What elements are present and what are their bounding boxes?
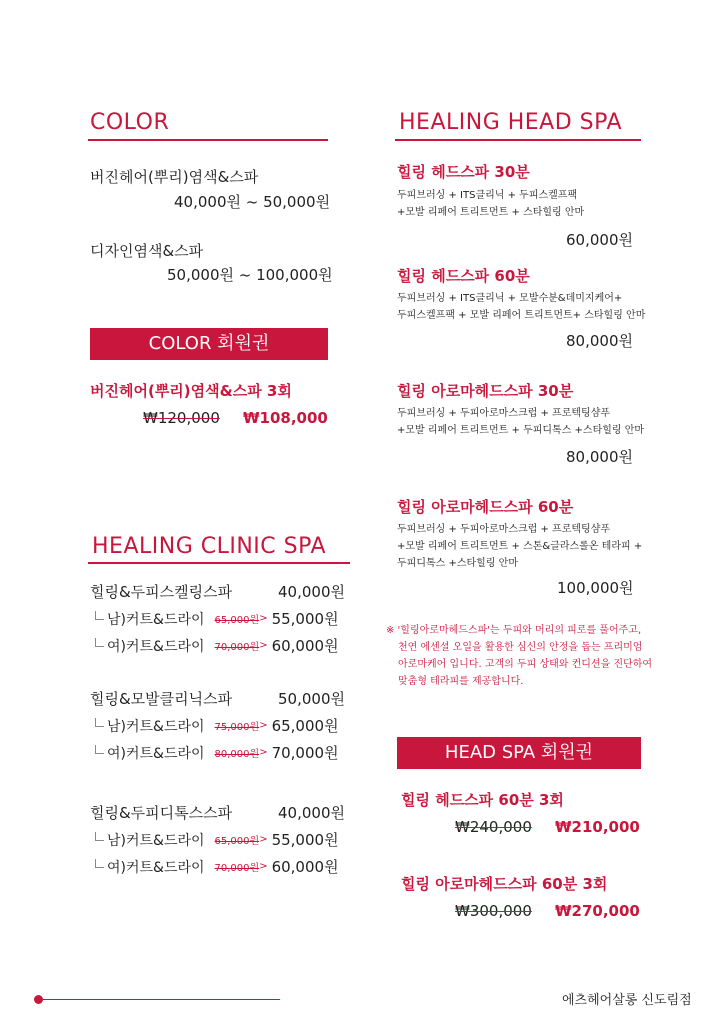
headspa-item-name: 힐링 헤드스파 30분 — [397, 163, 530, 181]
sub-label: 남)커트&드라이 — [107, 832, 205, 849]
clinic-group-price: 50,000원 — [278, 690, 345, 708]
desc-line: 두피디톡스 +스타힐링 안마 — [397, 558, 518, 569]
color-item-price: 40,000원 ~ 50,000원 — [174, 193, 331, 211]
clinic-sub-row — [95, 742, 339, 763]
sub-label: 여)커트&드라이 — [107, 745, 205, 762]
headspa-item-desc — [397, 405, 644, 439]
headspa-item-price: 80,000원 — [566, 332, 633, 350]
clinic-section-title: HEALING CLINIC SPA — [92, 534, 327, 559]
corner-bracket-icon — [95, 638, 104, 647]
clinic-group-price: 40,000원 — [278, 583, 345, 601]
arrow-right-icon: > — [259, 720, 268, 731]
headspa-membership-new-price: ₩270,000 — [555, 902, 640, 920]
sub-old-price: 75,000원 — [214, 722, 260, 733]
desc-line: +모발 리페어 트리트먼트 + 두피디톡스 +스타힐링 안마 — [397, 425, 645, 436]
color-title-underline — [88, 139, 328, 141]
corner-bracket-icon — [95, 718, 104, 727]
note-line: ※ '힐링아로마헤드스파'는 두피와 머리의 피로를 풀어주고, — [386, 625, 642, 636]
clinic-sub-row — [95, 829, 339, 850]
sub-new-price: 65,000원 — [271, 717, 339, 735]
clinic-group-name: 힐링&두피디톡스스파 — [90, 804, 233, 822]
sub-old-price: 80,000원 — [214, 749, 260, 760]
headspa-item-name: 힐링 헤드스파 60분 — [397, 267, 530, 285]
sub-old-price: 70,000원 — [214, 863, 260, 874]
color-membership-name: 버진헤어(뿌리)염색&스파 3회 — [90, 382, 292, 400]
note-line: 맞춤형 테라피를 제공합니다. — [398, 676, 524, 687]
corner-bracket-icon — [95, 832, 104, 841]
arrow-right-icon: > — [259, 747, 268, 758]
headspa-item-price: 60,000원 — [566, 231, 633, 249]
desc-line: 두피브러싱 + ITS클리닉 + 모발수분&데미지케어+ — [397, 293, 623, 304]
arrow-right-icon: > — [259, 613, 268, 624]
headspa-item-price: 100,000원 — [557, 579, 634, 597]
arrow-right-icon: > — [259, 861, 268, 872]
clinic-group-name: 힐링&모발클리닉스파 — [90, 690, 233, 708]
arrow-right-icon: > — [259, 834, 268, 845]
headspa-membership-name: 힐링 아로마헤드스파 60분 3회 — [401, 875, 608, 893]
clinic-group-name: 힐링&두피스켈링스파 — [90, 583, 233, 601]
sub-new-price: 60,000원 — [271, 637, 339, 655]
arrow-right-icon: > — [259, 640, 268, 651]
color-item-price: 50,000원 ~ 100,000원 — [167, 266, 333, 284]
headspa-title-underline — [395, 139, 641, 141]
headspa-item-desc — [397, 521, 642, 572]
sub-new-price: 55,000원 — [271, 610, 339, 628]
headspa-membership-new-price: ₩210,000 — [555, 818, 640, 836]
color-membership-banner: COLOR 회원권 — [90, 328, 328, 360]
corner-bracket-icon — [95, 745, 104, 754]
color-membership-new-price: ₩108,000 — [243, 409, 328, 427]
color-item-name: 버진헤어(뿌리)염색&스파 — [90, 168, 259, 186]
sub-label: 여)커트&드라이 — [107, 638, 205, 655]
sub-new-price: 70,000원 — [271, 744, 339, 762]
headspa-membership-old-price: ₩240,000 — [455, 818, 532, 836]
headspa-item-desc — [397, 187, 584, 221]
clinic-title-underline — [88, 562, 350, 564]
clinic-group-price: 40,000원 — [278, 804, 345, 822]
headspa-item-name: 힐링 아로마헤드스파 30분 — [397, 382, 574, 400]
headspa-item-price: 80,000원 — [566, 448, 633, 466]
color-item-name: 디자인염색&스파 — [90, 242, 204, 260]
clinic-sub-row — [95, 635, 339, 656]
sub-old-price: 70,000원 — [214, 642, 260, 653]
clinic-sub-row — [95, 856, 339, 877]
note-line: 천연 에센셜 오일을 활용한 심신의 안정을 돕는 프리미엄 — [398, 642, 643, 653]
footer-line — [42, 999, 280, 1000]
sub-old-price: 65,000원 — [214, 615, 260, 626]
note-line: 아로마케어 입니다. 고객의 두피 상태와 컨디션을 진단하여 — [398, 659, 653, 670]
headspa-membership-name: 힐링 헤드스파 60분 3회 — [401, 791, 564, 809]
aroma-note — [386, 622, 652, 690]
color-section-title: COLOR — [90, 110, 170, 135]
sub-label: 여)커트&드라이 — [107, 859, 205, 876]
sub-old-price: 65,000원 — [214, 836, 260, 847]
corner-bracket-icon — [95, 611, 104, 620]
desc-line: +모발 리페어 트리트먼트 + 스타힐링 안마 — [397, 207, 585, 218]
sub-label: 남)커트&드라이 — [107, 718, 205, 735]
headspa-item-name: 힐링 아로마헤드스파 60분 — [397, 498, 574, 516]
desc-line: 두피브러싱 + ITS클리닉 + 두피스켈프팩 — [397, 190, 578, 201]
sub-label: 남)커트&드라이 — [107, 611, 205, 628]
corner-bracket-icon — [95, 859, 104, 868]
headspa-section-title: HEALING HEAD SPA — [399, 110, 623, 135]
desc-line: 두피브러싱 + 두피아로마스크럽 + 프로텍팅샴푸 — [397, 408, 611, 419]
clinic-sub-row — [95, 715, 339, 736]
headspa-membership-banner: HEAD SPA 회원권 — [397, 737, 641, 769]
sub-new-price: 55,000원 — [271, 831, 339, 849]
headspa-membership-old-price: ₩300,000 — [455, 902, 532, 920]
desc-line: 두피스켈프팩 + 모발 리페어 트리트먼트+ 스타힐링 안마 — [397, 310, 646, 321]
headspa-item-desc — [397, 290, 645, 324]
clinic-sub-row — [95, 608, 339, 629]
color-membership-old-price: ₩120,000 — [143, 409, 220, 427]
desc-line: +모발 리페어 트리트먼트 + 스톤&글라스롤온 테라피 + — [397, 541, 643, 552]
desc-line: 두피브러싱 + 두피아로마스크럽 + 프로텍팅샴푸 — [397, 524, 611, 535]
footer-salon-name: 에츠헤어살롱 신도림점 — [562, 993, 692, 1008]
sub-new-price: 60,000원 — [271, 858, 339, 876]
